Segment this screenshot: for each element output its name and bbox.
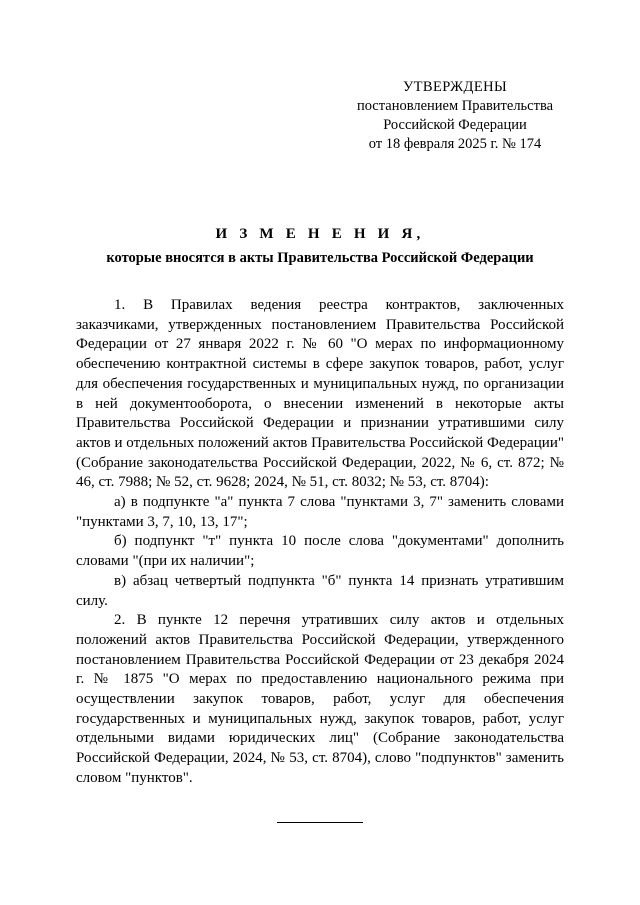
document-title: И З М Е Н Е Н И Я,	[215, 226, 425, 242]
end-divider	[277, 822, 363, 823]
paragraph-1a: а) в подпункте "а" пункта 7 слова "пунктами 3, 7" заменить словами "пунктами 3, 7, 10, 13, 17";	[76, 494, 564, 530]
paragraph-1c: в) абзац четвертый подпункта "б" пункта 14 признать утратившим силу.	[76, 572, 564, 609]
approval-line-1: постановлением Правительства	[356, 98, 554, 114]
paragraph-1b: б) подпункт "т" пункта 10 после слова "документами" дополнить словами "(при их наличии";	[76, 533, 564, 570]
paragraph-1: 1. В Правилах ведения реестра контрактов, заключенных заказчиками, утвержденных постановлением Правительства Российской Федерации от 27 января 2022 г. № 60 "О мерах по информационному обеспечению контрактной системы в сфере закупок товаров, работ, услуг для обеспечения государственных и муниципальных нужд, по организации в ней документооборота, о внесении изменений в некоторые акты Правительства Российской Федерации и признании утратившими силу актов и отдельных положений актов Правительства Российской Федерации" (Собрание законодательства Российской Федерации, 2022, № 6, ст. 872; № 46, ст. 7988; № 52, ст. 9628; 2024, № 51, ст. 8032; № 53, ст. 8704):	[76, 297, 564, 491]
approval-block	[330, 78, 580, 154]
approval-heading: УТВЕРЖДЕНЫ	[402, 79, 508, 95]
document-subtitle: которые вносятся в акты Правительства Российской Федерации	[106, 250, 534, 266]
paragraph-2: 2. В пункте 12 перечня утративших силу актов и отдельных положений актов Правительства Российской Федерации, утвержденного постановлением Правительства Российской Федерации от 23 декабря 2024 г. № 1875 "О мерах по предоставлению национального режима при осуществлении закупок товаров, работ, услуг для обеспечения государственных и муниципальных нужд, закупок товаров, работ, услуг отдельными видами юридических лиц" (Собрание законодательства Российской Федерации, 2024, № 53, ст. 8704), слово "подпунктов" заменить словом "пунктов".	[76, 612, 564, 786]
approval-line-2: Российской Федерации	[383, 117, 527, 133]
approval-line-3: от 18 февраля 2025 г. № 174	[368, 136, 542, 152]
document-body	[76, 296, 564, 789]
